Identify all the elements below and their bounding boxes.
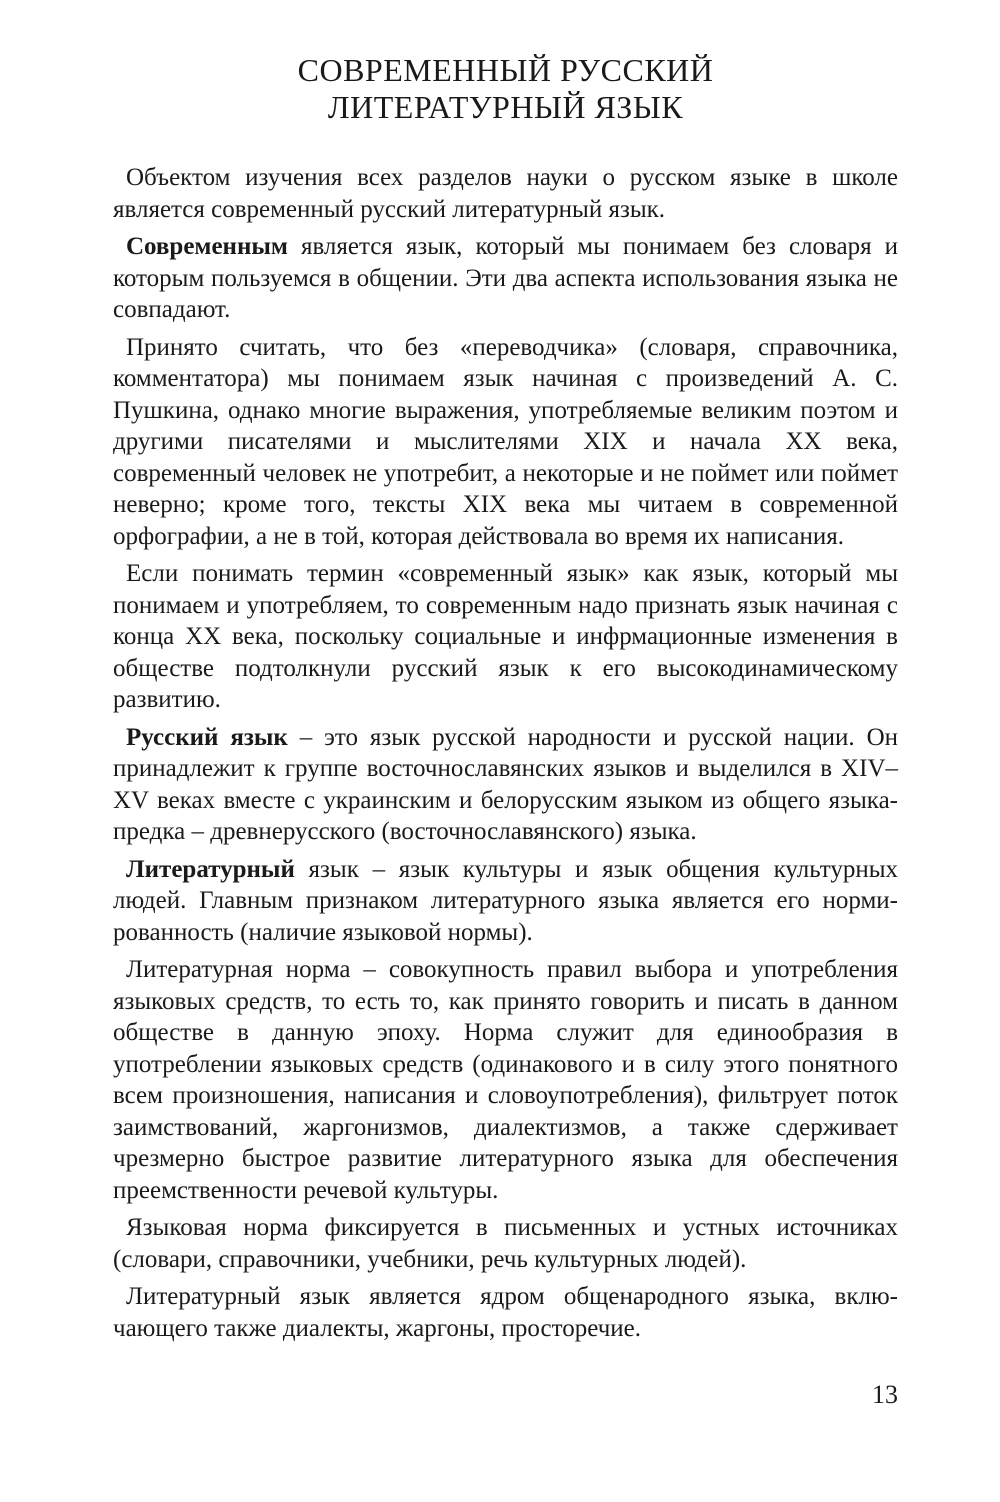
paragraph-2-text: является язык, который мы понимаем без словаря и которым пользуемся в общении. Эти два аспекта использования языка не совпадают.: [113, 233, 898, 323]
term-literaturnyy: Литературный: [126, 855, 295, 883]
paragraph-1: Объектом изучения всех разделов науки о русском языке в школе является современный русский литературный язык.: [113, 164, 898, 223]
paragraph-5: [113, 722, 898, 848]
paragraph-5-text: – это язык русской народности и русской нации. Он принадлежит к группе восточнославянских языков и выделился в XIV–XV веках вместе с украинским и белорусским языком из общего языка-предка – древнерусского (восточнославянского) языка.: [113, 723, 898, 845]
body-text: [113, 162, 898, 1344]
title-line-1: СОВРЕМЕННЫЙ РУССКИЙ: [297, 52, 714, 88]
paragraph-4: Если понимать термин «современный язык» как язык, который мы понимаем и употребляем, то современным надо признать язык начиная с конца XX века, поскольку социальные и инфрмационные изменения в обществе подтолкнули русский язык к его высокодинамическому развитию.: [113, 560, 898, 713]
page-title: [113, 52, 898, 126]
paragraph-2: [113, 231, 898, 326]
title-line-2: ЛИТЕРАТУРНЫЙ ЯЗЫК: [327, 89, 684, 125]
term-sovremennym: Современным: [126, 233, 288, 260]
paragraph-6: [113, 854, 898, 949]
term-russkiy-yazyk: Русский язык: [126, 723, 288, 751]
paragraph-8: Языковая норма фиксируется в письменных и устных источниках (словари, справочники, учебники, речь культурных людей).: [113, 1214, 898, 1273]
page-number: 13: [872, 1380, 898, 1409]
paragraph-6-text: язык – язык культуры и язык общения культурных людей. Главным признаком литературного языка является его нормированность (наличие языковой нормы).: [113, 855, 898, 946]
paragraph-9: Литературный язык является ядром общенародного языка, включающего также диалекты, жаргоны, просторечие.: [113, 1283, 898, 1342]
paragraph-7: Литературная норма – совокупность правил выбора и употребления языковых средств, то есть то, как принято говорить и писать в данном обществе в данную эпоху. Норма служит для единообразия в употреблении языковых средств (одинакового и в силу этого понятного всем произношения, написания и словоупотребления), фильтрует поток заимствований, жаргонизмов, диалектизмов, а также сдерживает чрезмерно быстрое развитие литературного языка для обеспечения преемственности речевой культуры.: [113, 956, 898, 1204]
paragraph-3: Принято считать, что без «переводчика» (словаря, справочника, комментатора) мы понимаем язык начиная с произведений А. С. Пушкина, однако многие выражения, употребляемые великим поэтом и другими писателями и мыслителями XIX и начала XX века, современный человек не употребит, а некоторые и не поймет или поймет неверно; кроме того, тексты XIX века мы читаем в современной орфографии, а не в той, которая действовала во время их написания.: [113, 333, 898, 550]
